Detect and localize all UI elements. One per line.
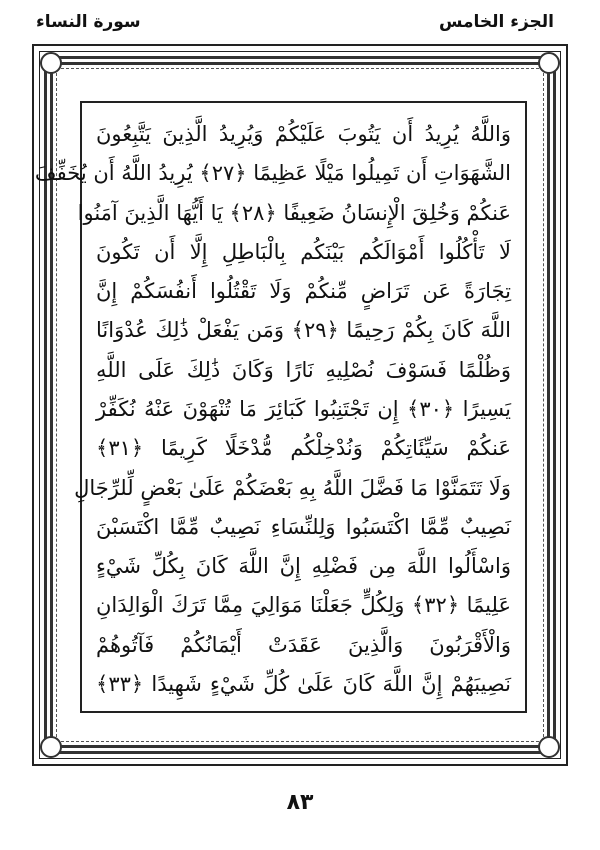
verse-line: عَنكُمْ سَيِّئَاتِكُمْ وَنُدْخِلْكُم مُّدْخَلًا كَرِيمًا ﴿٣١﴾ — [96, 436, 511, 461]
juz-title: الجزء الخامس — [438, 12, 554, 32]
verse-line: وَلَا تَتَمَنَّوْا مَا فَضَّلَ اللَّهُ بِهِ بَعْضَكُمْ عَلَىٰ بَعْضٍ لِّلرِّجَالِ — [74, 475, 511, 500]
corner-ornament-icon — [538, 52, 560, 74]
verse-line: عَلِيمًا ﴿٣٢﴾ وَلِكُلٍّ جَعَلْنَا مَوَالِيَ مِمَّا تَرَكَ الْوَالِدَانِ — [96, 593, 511, 618]
verse-line: نَصِيبٌ مِّمَّا اكْتَسَبُوا وَلِلنِّسَاءِ نَصِيبٌ مِّمَّا اكْتَسَبْنَ — [96, 514, 511, 539]
verse-line: وَظُلْمًا فَسَوْفَ نُصْلِيهِ نَارًا وَكَانَ ذَٰلِكَ عَلَى اللَّهِ — [96, 357, 511, 382]
verse-lines — [34, 119, 512, 701]
verse-line: وَالْأَقْرَبُونَ وَالَّذِينَ عَقَدَتْ أَيْمَانُكُمْ فَآتُوهُمْ — [96, 632, 511, 657]
verse-line: يَسِيرًا ﴿٣٠﴾ إِن تَجْتَنِبُوا كَبَائِرَ مَا تُنْهَوْنَ عَنْهُ نُكَفِّرْ — [96, 396, 511, 421]
surah-title: سورة النساء — [36, 12, 141, 32]
verse-line: تِجَارَةً عَن تَرَاضٍ مِّنكُمْ وَلَا تَقْتُلُوا أَنفُسَكُمْ إِنَّ — [96, 279, 511, 304]
verse-line: نَصِيبَهُمْ إِنَّ اللَّهَ كَانَ عَلَىٰ كُلِّ شَيْءٍ شَهِيدًا ﴿٣٣﴾ — [96, 671, 511, 696]
text-panel — [34, 101, 527, 713]
ornamental-frame — [32, 44, 568, 766]
verse-line: لَا تَأْكُلُوا أَمْوَالَكُم بَيْنَكُم بِالْبَاطِلِ إِلَّا أَن تَكُونَ — [96, 239, 511, 264]
verse-line: وَاللَّهُ يُرِيدُ أَن يَتُوبَ عَلَيْكُمْ وَيُرِيدُ الَّذِينَ يَتَّبِعُونَ — [96, 122, 511, 146]
verse-line: الشَّهَوَاتِ أَن تَمِيلُوا مَيْلًا عَظِيمًا ﴿٢٧﴾ يُرِيدُ اللَّهُ أَن يُخَفِّفَ — [34, 161, 511, 186]
corner-ornament-icon — [40, 736, 62, 758]
corner-ornament-icon — [538, 736, 560, 758]
verse-line: وَاسْأَلُوا اللَّهَ مِن فَضْلِهِ إِنَّ اللَّهَ كَانَ بِكُلِّ شَيْءٍ — [96, 554, 511, 579]
page-number: ٨٣ — [286, 790, 314, 815]
corner-ornament-icon — [40, 52, 62, 74]
verse-line: عَنكُمْ وَخُلِقَ الْإِنسَانُ ضَعِيفًا ﴿٢٨﴾ يَا أَيُّهَا الَّذِينَ آمَنُوا — [77, 200, 511, 225]
verse-line: اللَّهَ كَانَ بِكُمْ رَحِيمًا ﴿٢٩﴾ وَمَن يَفْعَلْ ذَٰلِكَ عُدْوَانًا — [96, 318, 512, 343]
